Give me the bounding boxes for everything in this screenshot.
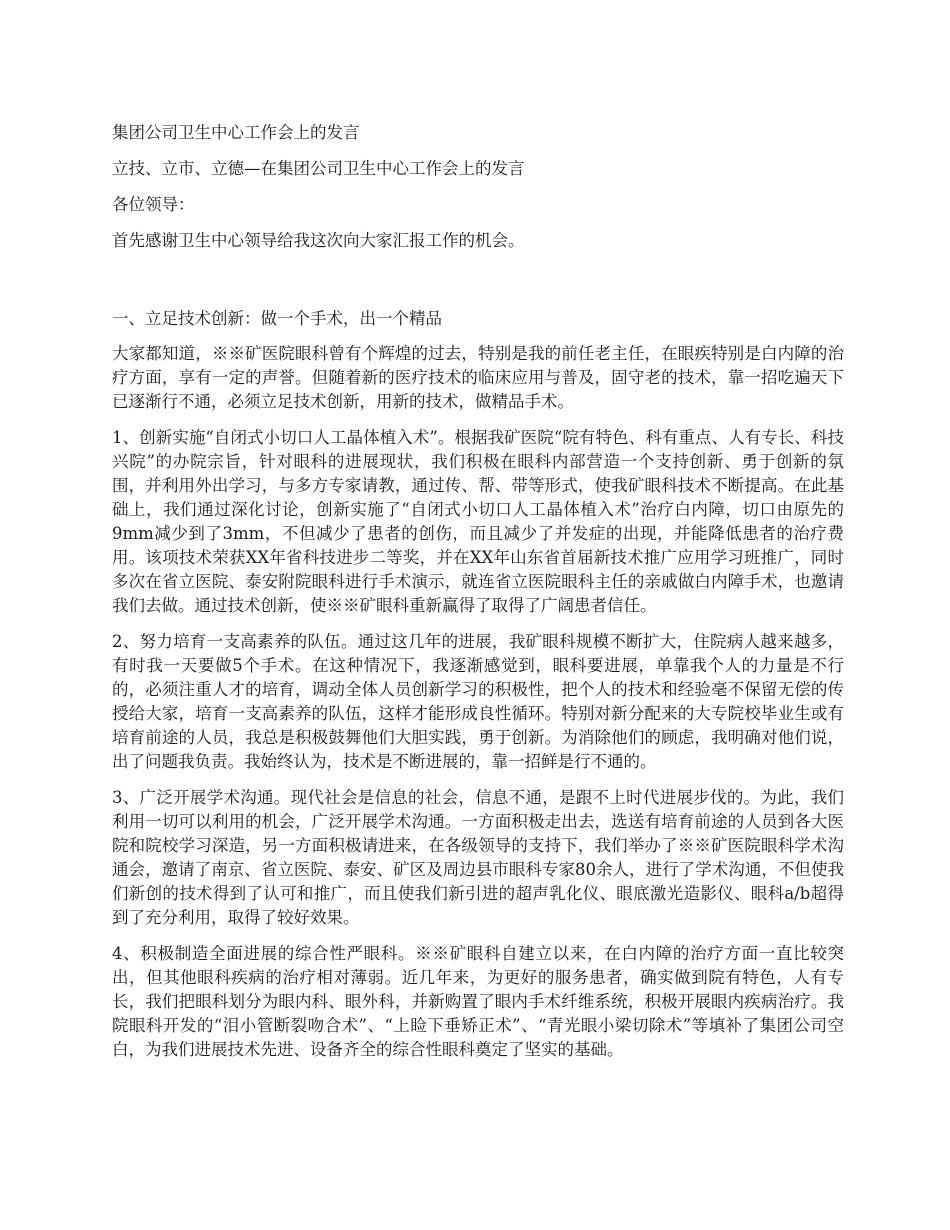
paragraph-item-4: 4、积极制造全面进展的综合性严眼科。※※矿眼科自建立以来，在白内障的治疗方面一直比较突出，但其他眼科疾病的治疗相对薄弱。近几年来，为更好的服务患者，确实做到院有特色，人有专长，我们把眼科划分为眼内科、眼外科，并新购置了眼内手术纤维系统，积极开展眼内疾病治疗。我院眼科开发的“泪小管断裂吻合术”、“上睑下垂矫正术”、“青光眼小梁切除术”等填补了集团公司空白，为我们进展技术先进、设备齐全的综合性眼科奠定了坚实的基础。: [112, 944, 844, 1059]
paragraph-item-1: 1、创新实施“自闭式小切口人工晶体植入术”。根据我矿医院“院有特色、科有重点、人有专长、科技兴院”的办院宗旨，针对眼科的进展现状，我们积极在眼科内部营造一个支持创新、勇于创新的氛围，并利用外出学习，与多方专家请教，通过传、帮、带等形式，使我矿眼科技术不断提高。在此基础上，我们通过深化讨论，创新实施了“自闭式小切口人工晶体植入术”治疗白内障，切口由原先的9mm减少到了3mm，不但减少了患者的创伤，而且减少了并发症的出现，并能降低患者的治疗费用。该项技术荣获XX年省科技进步二等奖，并在XX年山东省首届新技术推广应用学习班推广，同时多次在省立医院、泰安附院眼科进行手术演示，就连省立医院眼科主任的亲戚做白内障手术，也邀请我们去做。通过技术创新，使※※矿眼科重新赢得了取得了广阔患者信任。: [112, 428, 844, 615]
paragraph-item-3: 3、广泛开展学术沟通。现代社会是信息的社会，信息不通，是跟不上时代进展步伐的。为此，我们利用一切可以利用的机会，广泛开展学术沟通。一方面积极走出去，选送有培育前途的人员到各大医院和院校学习深造，另一方面积极请进来，在各级领导的支持下，我们举办了※※矿医院眼科学术沟通会，邀请了南京、省立医院、泰安、矿区及周边县市眼科专家80余人，进行了学术沟通，不但使我们新创的技术得到了认可和推广，而且使我们新引进的超声乳化仪、眼底激光造影仪、眼科a/b超得到了充分利用，取得了较好效果。: [112, 788, 844, 927]
document-subtitle: 立技、立市、立德—在集团公司卫生中心工作会上的发言: [112, 159, 525, 178]
paragraph-intro: 大家都知道，※※矿医院眼科曾有个辉煌的过去，特别是我的前任老主任，在眼疾特别是白内障的治疗方面，享有一定的声誉。但随着新的医疗技术的临床应用与普及，固守老的技术，靠一招吃遍天下已逐渐行不通，必须立足技术创新，用新的技术，做精品手术。: [112, 344, 844, 411]
section-heading: 一、立足技术创新：做一个手术，出一个精品: [112, 309, 442, 328]
paragraph-item-2: 2、努力培育一支高素养的队伍。通过这几年的进展，我矿眼科规模不断扩大，住院病人越来越多，有时我一天要做5个手术。在这种情况下，我逐渐感觉到，眼科要进展，单靠我个人的力量是不行的，必须注重人才的培育，调动全体人员创新学习的积极性，把个人的技术和经验毫不保留无偿的传授给大家，培育一支高素养的队伍，这样才能形成良性循环。特别对新分配来的大专院校毕业生或有培育前途的人员，我总是积极鼓舞他们大胆实践，勇于创新。为消除他们的顾虑，我明确对他们说，出了问题我负责。我始终认为，技术是不断进展的，靠一招鲜是行不通的。: [112, 632, 844, 771]
opening-line: 首先感谢卫生中心领导给我这次向大家汇报工作的机会。: [112, 231, 525, 250]
salutation: 各位领导：: [112, 195, 195, 214]
spacer: [112, 264, 844, 306]
document-title: 集团公司卫生中心工作会上的发言: [112, 123, 360, 142]
document-page: [112, 120, 844, 1074]
